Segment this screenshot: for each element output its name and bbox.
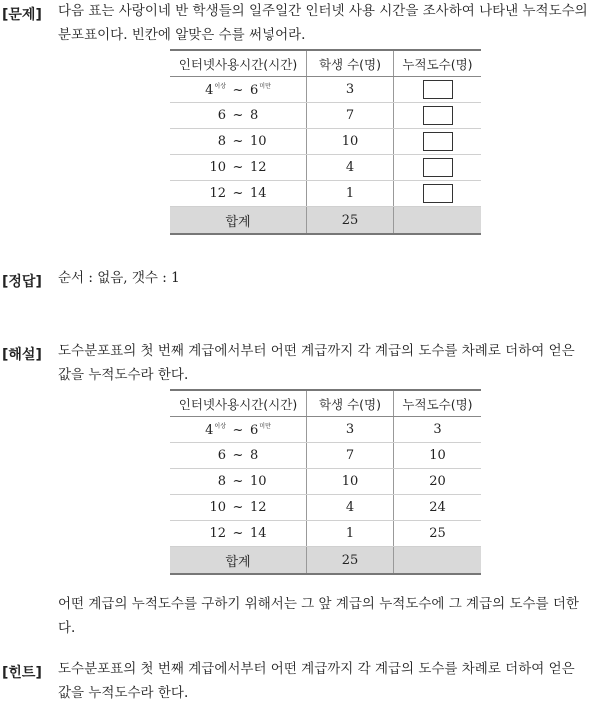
cumulative-cell xyxy=(394,155,482,181)
interval-to xyxy=(250,526,272,541)
problem-text: 다음 표는 사랑이네 반 학생들의 일주일간 인터넷 사용 시간을 조사하여 나타낸 누적도수의 분포표이다. 빈칸에 알맞은 수를 써넣어라. xyxy=(58,3,588,43)
count-cell: 3 xyxy=(307,417,394,443)
interval-to-value: 8 xyxy=(250,108,259,123)
count-cell: 7 xyxy=(307,103,394,129)
tilde-separator: ~ xyxy=(232,134,244,149)
interval-from xyxy=(204,108,226,123)
interval-to-value: 12 xyxy=(250,500,267,515)
table-row xyxy=(170,129,481,155)
interval-from-value: 12 xyxy=(209,186,226,201)
table-row xyxy=(170,77,481,103)
interval xyxy=(204,186,272,201)
interval xyxy=(204,526,272,541)
answer-tag: [정답] xyxy=(2,274,42,290)
count-cell: 10 xyxy=(307,469,394,495)
cumulative-answer-box[interactable] xyxy=(423,184,453,203)
cumulative-cell xyxy=(394,103,482,129)
explanation-tag: [해설] xyxy=(2,347,42,363)
interval-to-value: 6 xyxy=(250,83,259,98)
answer-text: 순서 : 없음, 갯수 : 1 xyxy=(58,270,180,286)
interval-to xyxy=(250,81,272,98)
count-cell: 4 xyxy=(307,155,394,181)
interval-to-value: 10 xyxy=(250,134,267,149)
cumulative-cell xyxy=(394,181,482,207)
interval-from-value: 4 xyxy=(205,423,214,438)
tilde-separator: ~ xyxy=(232,526,244,541)
count-cell: 3 xyxy=(307,77,394,103)
interval-cell xyxy=(170,495,307,521)
tilde-separator: ~ xyxy=(232,500,244,515)
interval xyxy=(204,134,272,149)
tilde-separator: ~ xyxy=(232,83,244,98)
table-row xyxy=(170,521,481,547)
cumulative-cell: 10 xyxy=(394,443,482,469)
count-cell: 10 xyxy=(307,129,394,155)
table-row xyxy=(170,443,481,469)
interval-from xyxy=(204,500,226,515)
count-cell: 1 xyxy=(307,181,394,207)
count-cell: 4 xyxy=(307,495,394,521)
explanation-note: 어떤 계급의 누적도수를 구하기 위해서는 그 앞 계급의 누적도수에 그 계급의 도수를 더한다. xyxy=(58,596,579,636)
table-row xyxy=(170,469,481,495)
interval-from-value: 8 xyxy=(217,474,226,489)
interval-from-value: 6 xyxy=(217,448,226,463)
tilde-separator: ~ xyxy=(232,108,244,123)
interval-to xyxy=(250,108,272,123)
interval xyxy=(204,448,272,463)
interval-from-suffix: 이상 xyxy=(214,83,226,90)
tilde-separator: ~ xyxy=(232,423,244,438)
interval-to xyxy=(250,448,272,463)
interval-from-suffix: 이상 xyxy=(214,423,226,430)
interval-to-suffix: 미만 xyxy=(259,423,271,430)
interval-from-value: 10 xyxy=(209,500,226,515)
interval-to-value: 14 xyxy=(250,186,267,201)
explanation-text: 도수분포표의 첫 번째 계급에서부터 어떤 계급까지 각 계급의 도수를 차례로 더하여 얻은 값을 누적도수라 한다. xyxy=(58,343,575,383)
total-count: 25 xyxy=(307,547,394,575)
total-count: 25 xyxy=(307,207,394,235)
interval xyxy=(204,421,272,438)
problem-tag: [문제] xyxy=(2,7,42,23)
count-cell: 1 xyxy=(307,521,394,547)
interval-from xyxy=(204,526,226,541)
interval xyxy=(204,81,272,98)
interval-to xyxy=(250,421,272,438)
cumulative-cell xyxy=(394,77,482,103)
total-label: 합계 xyxy=(170,207,307,235)
table-header-row xyxy=(170,390,481,417)
count-cell: 7 xyxy=(307,443,394,469)
interval xyxy=(204,474,272,489)
header-count: 학생 수(명) xyxy=(307,50,394,77)
interval-to-value: 8 xyxy=(250,448,259,463)
problem-frequency-table xyxy=(170,49,481,235)
interval-from-value: 6 xyxy=(217,108,226,123)
interval-to-value: 10 xyxy=(250,474,267,489)
interval-from xyxy=(204,474,226,489)
interval-cell xyxy=(170,77,307,103)
tilde-separator: ~ xyxy=(232,186,244,201)
tilde-separator: ~ xyxy=(232,160,244,175)
tilde-separator: ~ xyxy=(232,474,244,489)
interval-cell xyxy=(170,155,307,181)
hint-tag: [힌트] xyxy=(2,665,42,681)
cumulative-cell xyxy=(394,129,482,155)
header-interval: 인터넷사용시간(시간) xyxy=(170,50,307,77)
total-cumulative xyxy=(394,547,482,575)
interval xyxy=(204,108,272,123)
interval-from-value: 12 xyxy=(209,526,226,541)
header-interval: 인터넷사용시간(시간) xyxy=(170,390,307,417)
table-row xyxy=(170,495,481,521)
tilde-separator: ~ xyxy=(232,448,244,463)
interval-from xyxy=(204,81,226,98)
table-row xyxy=(170,417,481,443)
interval-cell xyxy=(170,521,307,547)
interval-from xyxy=(204,421,226,438)
table-row xyxy=(170,103,481,129)
interval xyxy=(204,500,272,515)
interval-cell xyxy=(170,103,307,129)
interval-from-value: 10 xyxy=(209,160,226,175)
interval-to xyxy=(250,134,272,149)
interval-cell xyxy=(170,129,307,155)
table-header-row xyxy=(170,50,481,77)
cumulative-cell: 25 xyxy=(394,521,482,547)
cumulative-cell: 3 xyxy=(394,417,482,443)
interval-from xyxy=(204,448,226,463)
cumulative-cell: 20 xyxy=(394,469,482,495)
cumulative-cell: 24 xyxy=(394,495,482,521)
interval-to xyxy=(250,500,272,515)
cumulative-answer-box[interactable] xyxy=(423,80,453,99)
cumulative-answer-box[interactable] xyxy=(423,158,453,177)
table-row xyxy=(170,181,481,207)
interval-cell xyxy=(170,181,307,207)
table-total-row xyxy=(170,207,481,235)
interval-from xyxy=(204,186,226,201)
header-count: 학생 수(명) xyxy=(307,390,394,417)
interval-to-value: 14 xyxy=(250,526,267,541)
interval-cell xyxy=(170,417,307,443)
interval-to-value: 12 xyxy=(250,160,267,175)
interval xyxy=(204,160,272,175)
interval-from xyxy=(204,160,226,175)
explanation-frequency-table xyxy=(170,389,481,575)
interval-to-suffix: 미만 xyxy=(259,83,271,90)
total-label: 합계 xyxy=(170,547,307,575)
header-cumulative: 누적도수(명) xyxy=(394,50,482,77)
table-total-row xyxy=(170,547,481,575)
interval-cell xyxy=(170,469,307,495)
interval-from-value: 8 xyxy=(217,134,226,149)
cumulative-answer-box[interactable] xyxy=(423,106,453,125)
interval-from-value: 4 xyxy=(205,83,214,98)
interval-to xyxy=(250,160,272,175)
interval-from xyxy=(204,134,226,149)
total-cumulative xyxy=(394,207,482,235)
interval-to xyxy=(250,474,272,489)
header-cumulative: 누적도수(명) xyxy=(394,390,482,417)
hint-text: 도수분포표의 첫 번째 계급에서부터 어떤 계급까지 각 계급의 도수를 차례로 더하여 얻은 값을 누적도수라 한다. xyxy=(58,661,575,701)
table-row xyxy=(170,155,481,181)
interval-to xyxy=(250,186,272,201)
interval-to-value: 6 xyxy=(250,423,259,438)
interval-cell xyxy=(170,443,307,469)
cumulative-answer-box[interactable] xyxy=(423,132,453,151)
